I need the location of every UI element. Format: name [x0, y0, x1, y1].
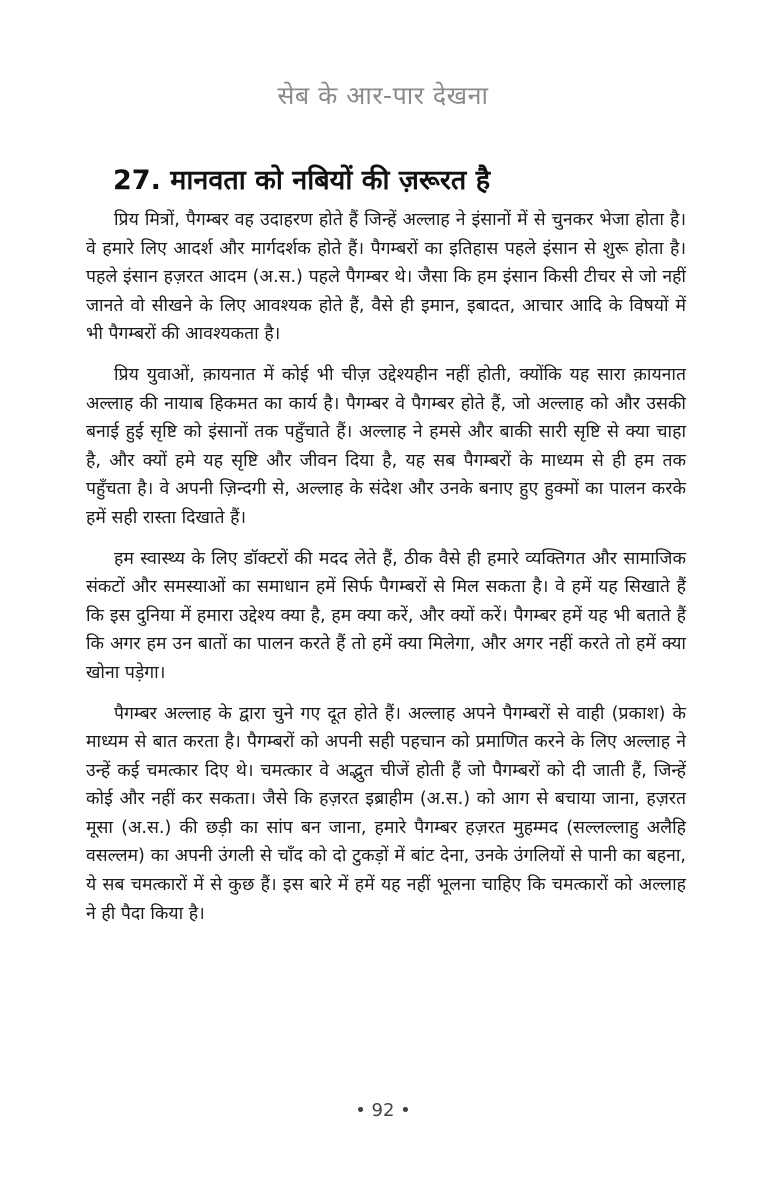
paragraph-2: प्रिय युवाओं, क़ायनात में कोई भी चीज़ उद्देश्यहीन नहीं होती, क्योंकि यह सारा क़ायनात अल्लाह की नायाब हिकमत का कार्य है। पैगम्बर वे पैगम्बर होते हैं, जो अल्लाह को और उसकी बनाई हुई सृष्टि को इंसानों तक पहुँचाते हैं। अल्लाह ने हमसे और बाकी सारी सृष्टि से क्या चाहा है, और क्यों हमे यह सृष्टि और जीवन दिया है, यह सब पैगम्बरों के माध्यम से ही हम तक पहुँचता है। वे अपनी ज़िन्दगी से, अल्लाह के संदेश और उनके बनाए हुए हुक्मों का पालन करके हमें सही रास्ता दिखाते हैं। [86, 364, 686, 528]
chapter-title: 27. मानवता को नबियों की ज़रूरत है [113, 165, 491, 196]
paragraph-4: पैगम्बर अल्लाह के द्वारा चुने गए दूत होते हैं। अल्लाह अपने पैगम्बरों से वाही (प्रकाश) के माध्यम से बात करता है। पैगम्बरों को अपनी सही पहचान को प्रमाणित करने के लिए अल्लाह ने उन्हें कई चमत्कार दिए थे। चमत्कार वे अद्भुत चीजें होती हैं जो पैगम्बरों को दी जाती हैं, जिन्हें कोई और नहीं कर सकता। जैसे कि हज़रत इब्राहीम (अ.स.) को आग से बचाया जाना, हज़रत मूसा (अ.स.) की छड़ी का सांप बन जाना, हमारे पैगम्बर हज़रत मुहम्मद (सल्लल्लाहु अलैहि वसल्लम) का अपनी उंगली से चाँद को दो टुकड़ों में बांट देना, उनके उंगलियों से पानी का बहना, ये सब चमत्कारों में से कुछ हैं। इस बारे में हमें यह नहीं भूलना चाहिए कि चमत्कारों को अल्लाह ने ही पैदा किया है। [86, 703, 686, 924]
page-number: • 92 • [355, 1100, 411, 1121]
paragraph-1: प्रिय मित्रों, पैगम्बर वह उदाहरण होते हैं जिन्हें अल्लाह ने इंसानों में से चुनकर भेजा होता है। वे हमारे लिए आदर्श और मार्गदर्शक होते हैं। पैगम्बरों का इतिहास पहले इंसान से शुरू होता है। पहले इंसान हज़रत आदम (अ.स.) पहले पैगम्बर थे। जैसा कि हम इंसान किसी टीचर से जो नहीं जानते वो सीखने के लिए आवश्यक होते हैं, वैसे ही इमान, इबादत, आचार आदि के विषयों में भी पैगम्बरों की आवश्यकता है। [86, 210, 686, 345]
paragraph-3: हम स्वास्थ्य के लिए डॉक्टरों की मदद लेते हैं, ठीक वैसे ही हमारे व्यक्तिगत और सामाजिक संकटों और समस्याओं का समाधान हमें सिर्फ पैगम्बरों से मिल सकता है। वे हमें यह सिखाते हैं कि इस दुनिया में हमारा उद्देश्य क्या है, हम क्या करें, और क्यों करें। पैगम्बर हमें यह भी बताते हैं कि अगर हम उन बातों का पालन करते हैं तो हमें क्या मिलेगा, और अगर नहीं करते तो हमें क्या खोना पड़ेगा। [86, 548, 687, 683]
running-header: सेब के आर-पार देखना [277, 81, 489, 110]
body-text [86, 206, 686, 940]
